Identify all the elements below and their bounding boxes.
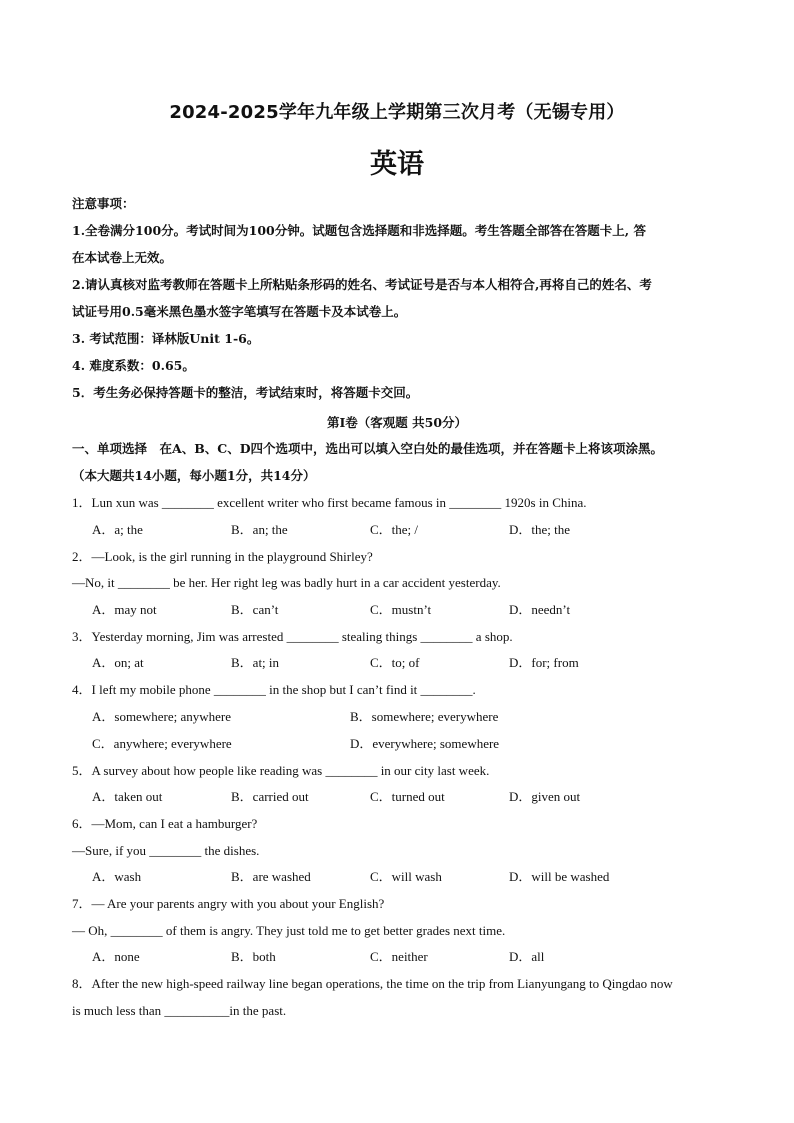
part1-heading: 一、单项选择 在A、B、C、D四个选项中，选出可以填入空白处的最佳选项，并在答题卡上将该项涂黑。 [72,441,664,456]
option-a: A．on; at [92,655,144,670]
option-d: D．will be washed [509,869,610,884]
option-c: C．will wash [370,869,442,884]
option-c: C．anywhere; everywhere [92,735,232,751]
question-stem: 5．A survey about how people like reading was ________ in our city last week. [72,762,490,778]
option-b: B．are washed [231,869,311,884]
option-c: C．the; / [370,521,419,537]
option-d: D．for; from [509,655,579,670]
option-b: B．an; the [231,521,288,537]
question-stem: 8．After the new high-speed railway line began operations, the time on the trip from Lianyungang to Qingdao now [72,976,673,991]
part1-instructions [72,439,732,493]
question-stem: 3．Yesterday morning, Jim was arrested ________ stealing things ________ a shop. [72,628,513,644]
note-line: 4. 难度系数：0.65。 [72,358,195,373]
option-c: C．turned out [370,789,445,804]
question-1 [72,493,732,547]
question-3 [72,627,732,681]
question-5 [72,761,732,815]
question-6 [72,814,732,894]
option-c: C．to; of [370,655,420,670]
option-a: A．may not [92,601,157,617]
question-continuation: is much less than __________in the past. [72,1002,287,1018]
options-row [72,707,732,734]
options-row [72,787,732,814]
option-d: D．all [509,949,545,964]
question-stem: 7．— Are your parents angry with you about your English? [72,896,385,911]
part1-scoring: （本大题共14小题，每小题1分，共14分） [72,468,316,483]
question-stem: 6．—Mom, can I eat a hamburger? [72,816,258,831]
question-7 [72,894,732,974]
option-b: B．can’t [231,601,279,617]
option-b: B．at; in [231,655,280,670]
option-a: A．a; the [92,521,143,537]
notes-heading: 注意事项： [72,196,135,211]
exam-title: 2024-2025学年九年级上学期第三次月考（无锡专用） [169,102,625,123]
note-line: 在本试卷上无效。 [72,250,173,265]
options-row [72,600,732,627]
option-c: C．neither [370,949,428,964]
note-line: 1.全卷满分100分。考试时间为100分钟。试题包含选择题和非选择题。考生答题全部答在答题卡上, 答 [72,223,646,238]
option-b: B．somewhere; everywhere [350,708,499,724]
question-list [72,493,732,1027]
option-b: B．carried out [231,789,309,804]
option-d: D．the; the [509,521,571,537]
question-2 [72,547,732,627]
section-title: 第I卷（客观题 共50分） [326,415,468,430]
option-c: C．mustn’t [370,601,432,617]
option-d: D．everywhere; somewhere [350,735,500,751]
question-reply: —Sure, if you ________ the dishes. [72,842,260,858]
options-row [72,867,732,894]
note-line: 2.请认真核对监考教师在答题卡上所粘贴条形码的姓名、考试证号是否与本人相符合,再将自己的姓名、考 [72,277,652,292]
options-row [72,947,732,974]
note-line: 5．考生务必保持答题卡的整洁，考试结束时，将答题卡交回。 [72,385,419,400]
question-8 [72,974,732,1027]
option-b: B．both [231,949,276,964]
options-row [72,734,732,761]
note-line: 试证号用0.5毫米黑色墨水签字笔填写在答题卡及本试卷上。 [72,304,407,319]
option-a: A．somewhere; anywhere [92,708,231,724]
exam-subject: 英语 [370,149,424,180]
question-reply: — Oh, ________ of them is angry. They just told me to get better grades next time. [72,922,506,938]
option-a: A．wash [92,869,142,884]
question-4 [72,680,732,761]
question-stem: 4．I left my mobile phone ________ in the shop but I can’t find it ________. [72,682,476,697]
note-line: 3. 考试范围：译林版Unit 1-6。 [72,331,260,346]
question-reply: —No, it ________ be her. Her right leg was badly hurt in a car accident yesterday. [72,575,501,590]
option-a: A．none [92,949,140,964]
option-a: A．taken out [92,789,163,804]
option-d: D．needn’t [509,601,571,617]
options-row [72,653,732,680]
notes-section [72,194,732,410]
option-d: D．given out [509,789,581,804]
question-stem: 2．—Look, is the girl running in the playground Shirley? [72,548,373,564]
options-row [72,520,732,547]
question-stem: 1．Lun xun was ________ excellent writer who first became famous in ________ 1920s in China. [72,495,587,510]
